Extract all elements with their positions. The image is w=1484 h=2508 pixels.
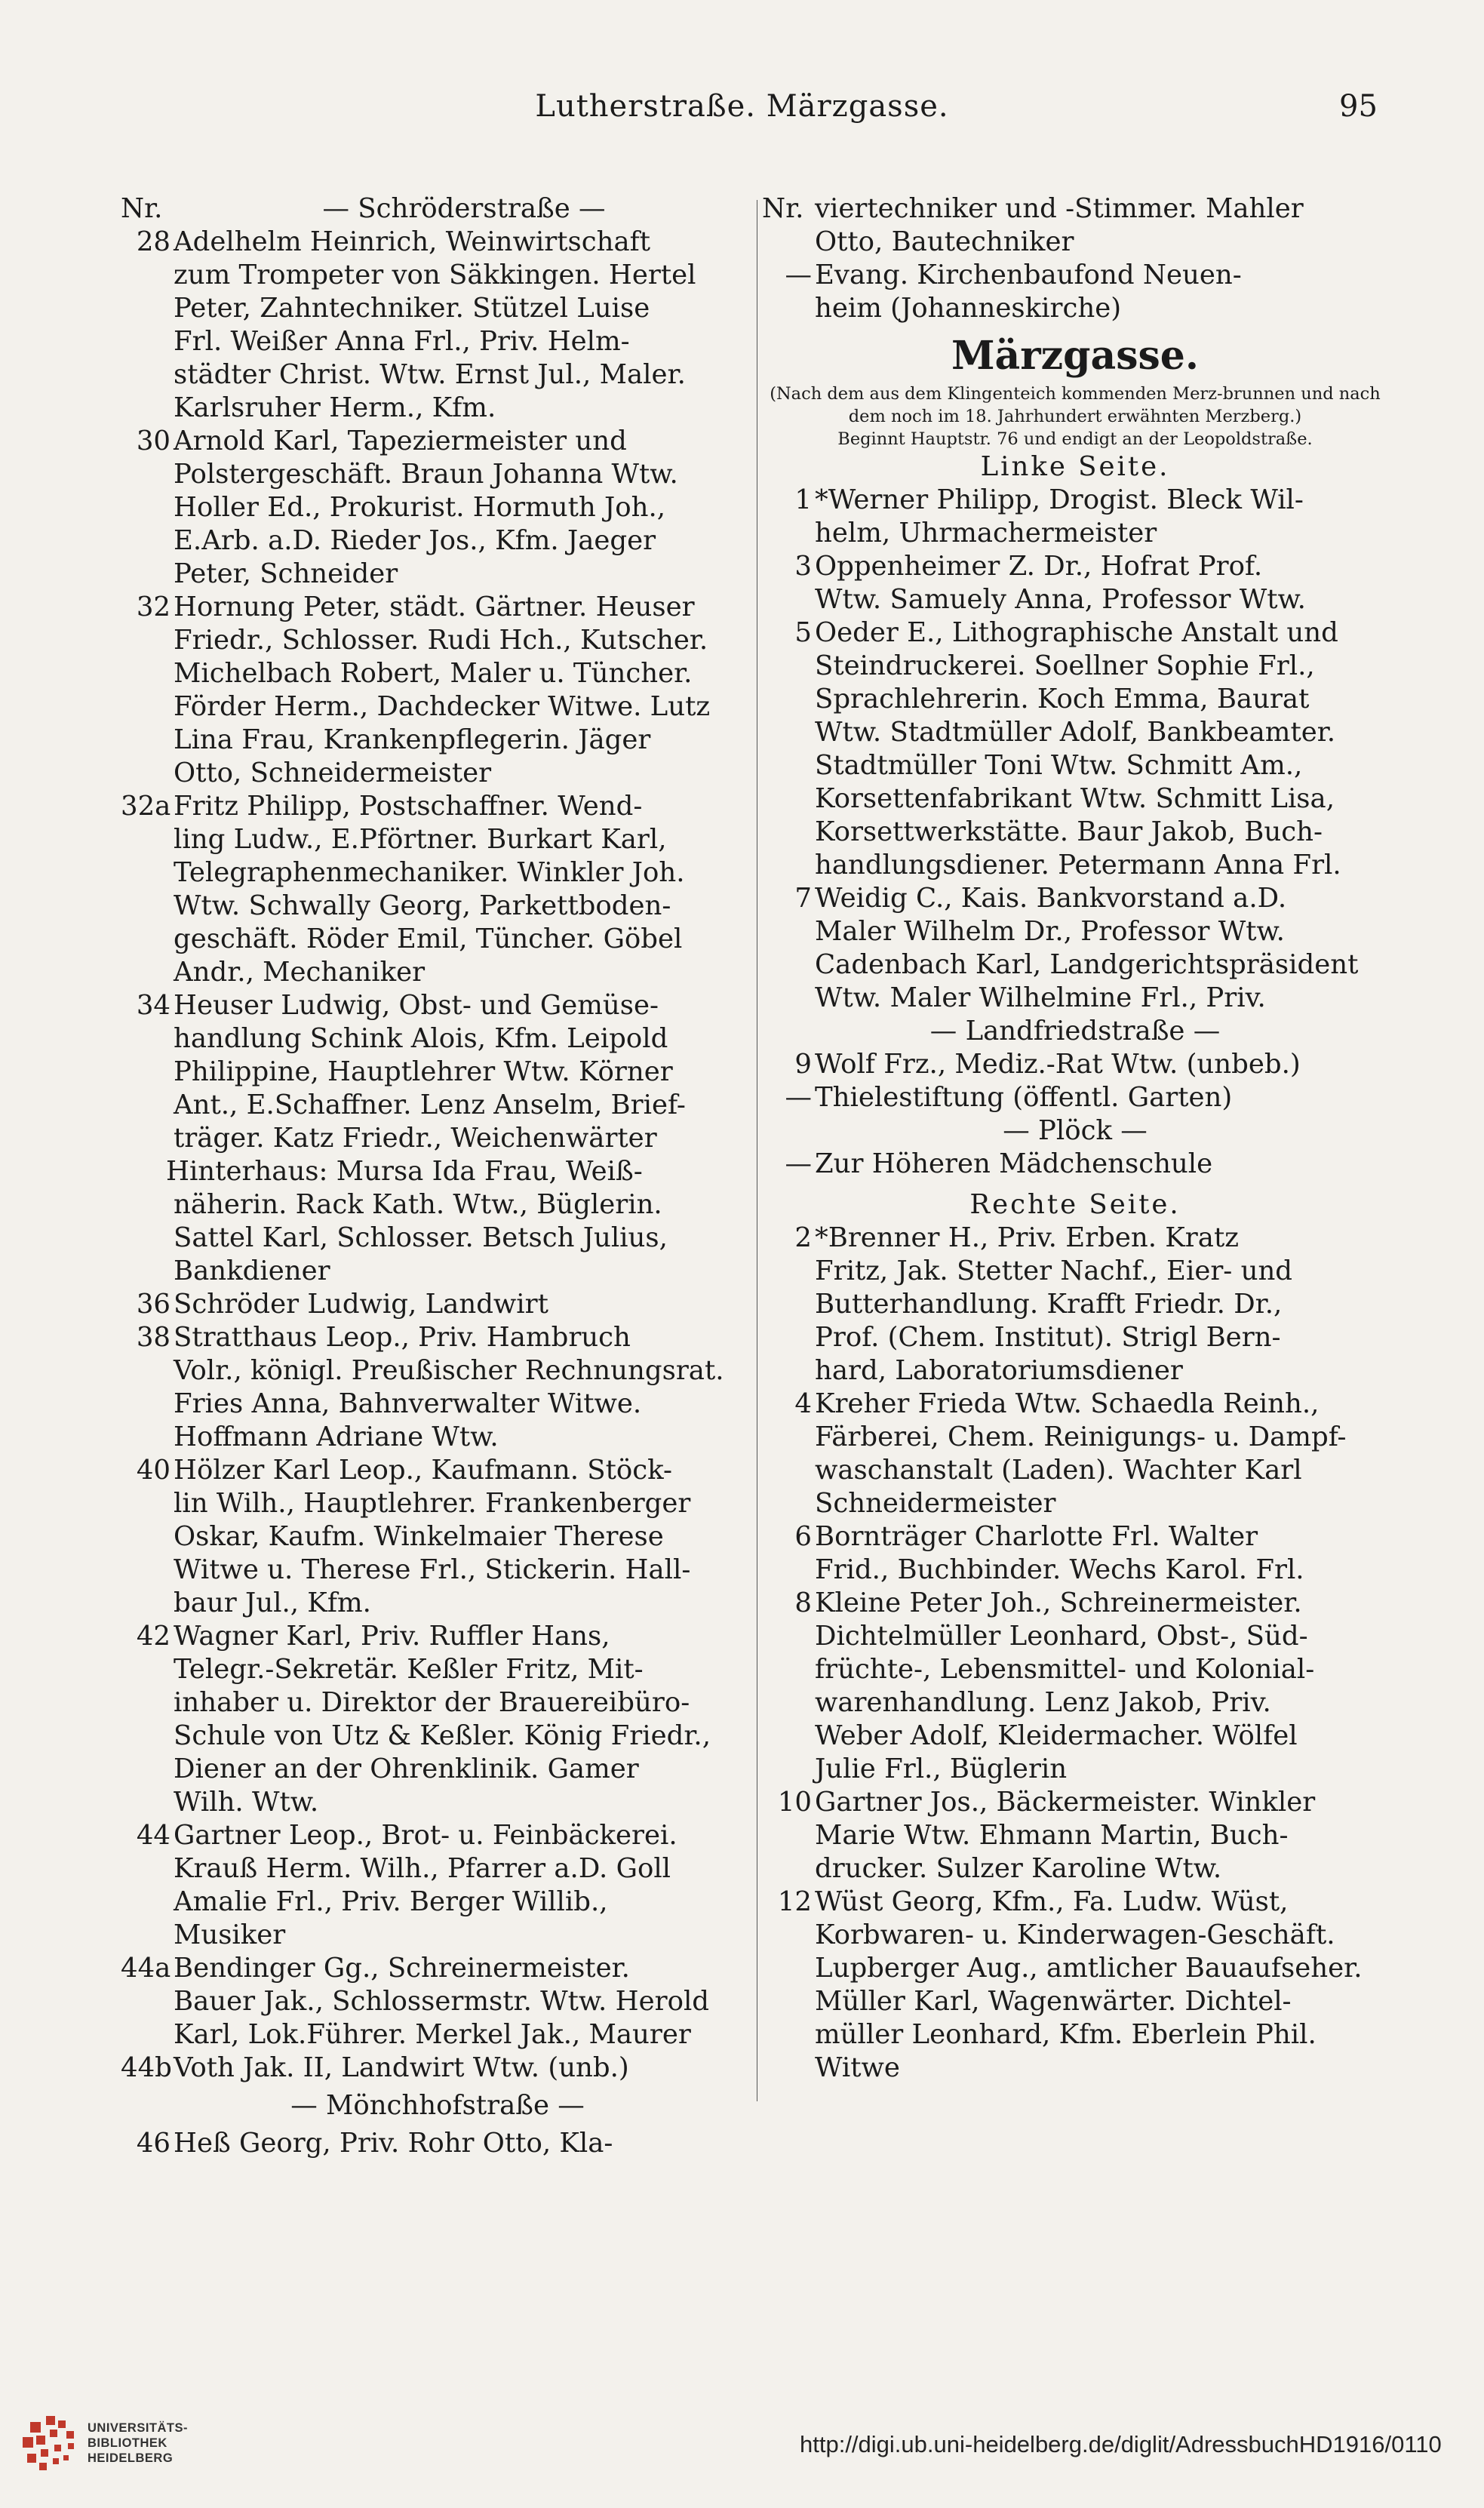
page-number: 95	[1339, 89, 1378, 124]
house-number: 10	[777, 1787, 812, 1818]
entry-line: heim (Johanneskirche)	[815, 293, 1122, 324]
address-entry	[762, 1148, 1388, 1181]
entry-line: Wtw. Schwally Georg, Parkettboden-	[174, 890, 671, 921]
entry-line: Voth Jak. II, Landwirt Wtw. (unb.)	[174, 2052, 629, 2083]
entry-line: Telegraphenmechaniker. Winkler Joh.	[174, 857, 685, 888]
entry-line: Wtw. Stadtmüller Adolf, Bankbeamter.	[815, 717, 1336, 748]
entry-line: Heß Georg, Priv. Rohr Otto, Kla-	[174, 2128, 613, 2159]
entry-line: Schneidermeister	[815, 1488, 1056, 1519]
entry-line: Ant., E.Schaffner. Lenz Anselm, Brief-	[174, 1090, 686, 1120]
entry-line: Maler Wilhelm Dr., Professor Wtw.	[815, 916, 1285, 947]
entry-line: Otto, Bautechniker	[815, 226, 1074, 257]
house-number: 32	[136, 592, 171, 622]
entry-line: Förder Herm., Dachdecker Witwe. Lutz	[174, 691, 711, 722]
house-number: 4	[794, 1388, 812, 1419]
house-number: 12	[777, 1886, 812, 1917]
entry-line: Korsettwerkstätte. Baur Jakob, Buch-	[815, 816, 1323, 847]
cross-street: — Schröderstraße —	[322, 193, 606, 224]
address-entry	[762, 259, 1388, 325]
entry-line: Wtw. Samuely Anna, Professor Wtw.	[815, 584, 1306, 615]
entry-line: Fries Anna, Bahnverwalter Witwe.	[174, 1388, 642, 1419]
entry-line: Fritz Philipp, Postschaffner. Wend-	[174, 791, 643, 822]
entry-line: Witwe	[815, 2052, 900, 2083]
entry-line: Hinterhaus: Mursa Ida Frau, Weiß-	[166, 1156, 643, 1187]
entry-line: müller Leonhard, Kfm. Eberlein Phil.	[815, 2019, 1317, 2050]
entry-line: Thielestiftung (öffentl. Garten)	[815, 1082, 1233, 1113]
entry-line: Bankdiener	[174, 1256, 330, 1286]
entry-line: Stadtmüller Toni Wtw. Schmitt Am.,	[815, 750, 1303, 781]
library-logo-icon	[21, 2414, 80, 2473]
library-name	[88, 2420, 188, 2466]
entry-line: geschäft. Röder Emil, Tüncher. Göbel	[174, 924, 683, 954]
address-entry	[121, 591, 754, 790]
street-title: Märzgasse.	[951, 333, 1199, 379]
address-entry	[762, 1587, 1388, 1786]
house-number: 3	[794, 551, 812, 582]
entry-line: Amalie Frl., Priv. Berger Willib.,	[174, 1886, 608, 1917]
entry-line: Wüst Georg, Kfm., Fa. Ludw. Wüst,	[815, 1886, 1289, 1917]
entry-line: handlungsdiener. Petermann Anna Frl.	[815, 850, 1341, 881]
address-entry	[121, 2052, 754, 2085]
entry-line: lin Wilh., Hauptlehrer. Frankenberger	[174, 1488, 691, 1519]
entry-line: Weber Adolf, Kleidermacher. Wölfel	[815, 1720, 1298, 1751]
address-entry	[762, 484, 1388, 550]
entry-line: früchte-, Lebensmittel- und Kolonial-	[815, 1654, 1315, 1685]
library-name-line: HEIDELBERG	[88, 2451, 174, 2465]
nr-label: Nr.	[121, 193, 163, 224]
entry-line: Sattel Karl, Schlosser. Betsch Julius,	[174, 1222, 668, 1253]
entry-line: Müller Karl, Wagenwärter. Dichtel-	[815, 1986, 1292, 2017]
house-number: 9	[794, 1049, 812, 1080]
address-entry	[762, 616, 1388, 882]
entry-line: Frid., Buchbinder. Wechs Karol. Frl.	[815, 1554, 1304, 1585]
entry-line: Kleine Peter Joh., Schreinermeister.	[815, 1587, 1302, 1618]
address-entry	[762, 1388, 1388, 1520]
entry-line: Adelhelm Heinrich, Weinwirtschaft	[174, 226, 651, 257]
entry-line: Korbwaren- u. Kinderwagen-Geschäft.	[815, 1919, 1335, 1950]
entry-line: städter Christ. Wtw. Ernst Jul., Maler.	[174, 359, 686, 390]
entry-line: Marie Wtw. Ehmann Martin, Buch-	[815, 1820, 1289, 1851]
right-column	[762, 192, 1388, 2085]
entry-line: Fritz, Jak. Stetter Nachf., Eier- und	[815, 1256, 1293, 1286]
entry-line: Friedr., Schlosser. Rudi Hch., Kutscher.	[174, 625, 708, 656]
entry-line: Julie Frl., Büglerin	[815, 1753, 1068, 1784]
entry-line: Oeder E., Lithographische Anstalt und	[815, 617, 1338, 648]
address-entry	[762, 550, 1388, 616]
entry-line: Karl, Lok.Führer. Merkel Jak., Maurer	[174, 2019, 691, 2050]
house-number: —	[785, 260, 812, 290]
entry-line: *Brenner H., Priv. Erben. Kratz	[815, 1222, 1239, 1253]
entry-line: Lina Frau, Krankenpflegerin. Jäger	[174, 724, 651, 755]
entry-line: Heuser Ludwig, Obst- und Gemüse-	[174, 990, 659, 1021]
house-number: 7	[794, 883, 812, 914]
column-header	[121, 192, 754, 226]
house-number: 8	[794, 1587, 812, 1618]
entry-line: *Werner Philipp, Drogist. Bleck Wil-	[815, 484, 1304, 515]
entry-line: Holler Ed., Prokurist. Hormuth Joh.,	[174, 492, 666, 523]
entry-line: Färberei, Chem. Reinigungs- u. Dampf-	[815, 1422, 1347, 1452]
house-number: 38	[136, 1322, 171, 1353]
entry-line: drucker. Sulzer Karoline Wtw.	[815, 1853, 1222, 1884]
house-number: —	[785, 1148, 812, 1179]
entry-line: waschanstalt (Laden). Wachter Karl	[815, 1455, 1302, 1486]
entry-line: Bornträger Charlotte Frl. Walter	[815, 1521, 1258, 1552]
address-entry	[762, 1048, 1388, 1081]
entry-line: Weidig C., Kais. Bankvorstand a.D.	[815, 883, 1287, 914]
entry-line: Butterhandlung. Krafft Friedr. Dr.,	[815, 1289, 1283, 1320]
house-number: 42	[136, 1621, 171, 1652]
entry-line: Wagner Karl, Priv. Ruffler Hans,	[174, 1621, 610, 1652]
entry-line: Steindruckerei. Soellner Sophie Frl.,	[815, 650, 1315, 681]
house-number: 44b	[121, 2052, 172, 2083]
entry-line: Lupberger Aug., amtlicher Bauaufseher.	[815, 1953, 1363, 1984]
street-name-note: (Nach dem aus dem Klingenteich kommenden Merz-brunnen und nach dem noch im 18. Jahrhundert erwähnten Merzberg.)	[770, 384, 1381, 426]
address-entry	[121, 425, 754, 591]
entry-line: baur Jul., Kfm.	[174, 1587, 371, 1618]
entry-line: warenhandlung. Lenz Jakob, Priv.	[815, 1687, 1271, 1718]
entry-line: Karlsruher Herm., Kfm.	[174, 392, 496, 423]
address-entry	[762, 1520, 1388, 1587]
entry-line: Cadenbach Karl, Landgerichtspräsident	[815, 949, 1359, 980]
address-entry	[762, 1786, 1388, 1886]
entry-line: Korsettenfabrikant Wtw. Schmitt Lisa,	[815, 783, 1335, 814]
house-number: 40	[136, 1455, 171, 1486]
address-entry	[762, 1222, 1388, 1388]
entry-line: Schröder Ludwig, Landwirt	[174, 1289, 548, 1320]
entry-line: hard, Laboratoriumsdiener	[815, 1355, 1183, 1386]
house-number: 6	[794, 1521, 812, 1552]
side-heading: Linke Seite.	[980, 451, 1170, 482]
entry-line: Oppenheimer Z. Dr., Hofrat Prof.	[815, 551, 1263, 582]
entry-line: Peter, Zahntechniker. Stützel Luise	[174, 293, 650, 324]
running-title: Lutherstraße. Märzgasse.	[535, 89, 949, 124]
entry-line: ling Ludw., E.Pförtner. Burkart Karl,	[174, 824, 667, 855]
address-entry	[121, 1321, 754, 1454]
entry-line: E.Arb. a.D. Rieder Jos., Kfm. Jaeger	[174, 525, 656, 556]
entry-line: Frl. Weißer Anna Frl., Priv. Helm-	[174, 326, 630, 357]
entry-line: Bauer Jak., Schlossermstr. Wtw. Herold	[174, 1986, 710, 2017]
street-extent-note: Beginnt Hauptstr. 76 und endigt an der Leopoldstraße.	[837, 429, 1313, 449]
entry-line: Andr., Mechaniker	[174, 957, 426, 988]
entry-line: Arnold Karl, Tapeziermeister und	[174, 426, 627, 456]
house-number: —	[785, 1082, 812, 1113]
entry-line: handlung Schink Alois, Kfm. Leipold	[174, 1023, 668, 1054]
house-number: 5	[794, 617, 812, 648]
cross-street: — Plöck —	[1003, 1115, 1148, 1146]
address-entry	[121, 226, 754, 425]
entry-line: viertechniker und -Stimmer. Mahler	[815, 193, 1304, 224]
entry-line: Witwe u. Therese Frl., Stickerin. Hall-	[174, 1554, 691, 1585]
entry-line: Hornung Peter, städt. Gärtner. Heuser	[174, 592, 695, 622]
cross-street: — Landfriedstraße —	[929, 1016, 1221, 1047]
entry-line: Dichtelmüller Leonhard, Obst-, Süd-	[815, 1621, 1308, 1652]
entry-line: Michelbach Robert, Maler u. Tüncher.	[174, 658, 693, 689]
house-number: 32a	[121, 791, 171, 822]
entry-line: Otto, Schneidermeister	[174, 758, 492, 788]
entry-line: Philippine, Hauptlehrer Wtw. Körner	[174, 1056, 673, 1087]
entry-line: Kreher Frieda Wtw. Schaedla Reinh.,	[815, 1388, 1320, 1419]
entry-line: Sprachlehrerin. Koch Emma, Baurat	[815, 684, 1310, 715]
entry-line: Hoffmann Adriane Wtw.	[174, 1422, 499, 1452]
entry-line: Diener an der Ohrenklinik. Gamer	[174, 1753, 639, 1784]
house-number: 44a	[121, 1953, 171, 1984]
entry-line: helm, Uhrmachermeister	[815, 518, 1157, 549]
entry-line: Musiker	[174, 1919, 286, 1950]
house-number: 30	[136, 426, 171, 456]
entry-line: Polstergeschäft. Braun Johanna Wtw.	[174, 459, 678, 490]
house-number: 28	[136, 226, 171, 257]
house-number: 1	[794, 484, 812, 515]
address-entry	[121, 1620, 754, 1819]
entry-line: Gartner Leop., Brot- u. Feinbäckerei.	[174, 1820, 677, 1851]
left-column	[121, 192, 754, 2160]
entry-line: Wolf Frz., Mediz.-Rat Wtw. (unbeb.)	[815, 1049, 1301, 1080]
side-heading: Rechte Seite.	[969, 1189, 1181, 1220]
entry-line: Peter, Schneider	[174, 558, 398, 589]
house-number: 2	[794, 1222, 812, 1253]
entry-line: zum Trompeter von Säkkingen. Hertel	[174, 260, 696, 290]
entry-line: Hölzer Karl Leop., Kaufmann. Stöck-	[174, 1455, 673, 1486]
entry-line: Evang. Kirchenbaufond Neuen-	[815, 260, 1242, 290]
entry-line: Wtw. Maler Wilhelmine Frl., Priv.	[815, 982, 1266, 1013]
library-name-line: BIBLIOTHEK	[88, 2436, 167, 2450]
entry-line: Zur Höheren Mädchenschule	[815, 1148, 1213, 1179]
cross-street: — Mönchhofstraße —	[290, 2090, 585, 2121]
entry-line: Krauß Herm. Wilh., Pfarrer a.D. Goll	[174, 1853, 671, 1884]
entry-line: Schule von Utz & Keßler. König Friedr.,	[174, 1720, 711, 1751]
address-entry	[762, 1081, 1388, 1114]
entry-line: träger. Katz Friedr., Weichenwärter	[174, 1123, 657, 1154]
address-entry	[762, 882, 1388, 1015]
entry-line: Gartner Jos., Bäckermeister. Winkler	[815, 1787, 1316, 1818]
entry-line: Prof. (Chem. Institut). Strigl Bern-	[815, 1322, 1281, 1353]
entry-line: Telegr.-Sekretär. Keßler Fritz, Mit-	[174, 1654, 644, 1685]
entry-line: näherin. Rack Kath. Wtw., Büglerin.	[174, 1189, 662, 1220]
library-name-line: UNIVERSITÄTS-	[88, 2421, 189, 2435]
address-entry	[121, 1819, 754, 1952]
entry-line: Oskar, Kaufm. Winkelmaier Therese	[174, 1521, 664, 1552]
entry-line: Bendinger Gg., Schreinermeister.	[174, 1953, 630, 1984]
address-entry	[121, 1952, 754, 2052]
house-number: 34	[136, 990, 171, 1021]
address-entry	[121, 790, 754, 989]
entry-line: Wilh. Wtw.	[174, 1787, 319, 1818]
nr-label: Nr.	[762, 193, 804, 224]
entry-line: Stratthaus Leop., Priv. Hambruch	[174, 1322, 631, 1353]
house-number: 36	[136, 1289, 171, 1320]
address-entry-continued	[762, 192, 1388, 259]
address-entry	[121, 1454, 754, 1620]
address-entry	[121, 1288, 754, 1321]
house-number: 44	[136, 1820, 171, 1851]
address-entry	[762, 1886, 1388, 2085]
address-entry	[121, 2127, 754, 2160]
source-url-link[interactable]: http://digi.ub.uni-heidelberg.de/diglit/AdressbuchHD1916/0110	[800, 2431, 1442, 2457]
entry-line: inhaber u. Direktor der Brauereibüro-	[174, 1687, 690, 1718]
house-number: 46	[136, 2128, 171, 2159]
entry-line: Volr., königl. Preußischer Rechnungsrat.	[174, 1355, 724, 1386]
address-entry	[121, 989, 754, 1288]
